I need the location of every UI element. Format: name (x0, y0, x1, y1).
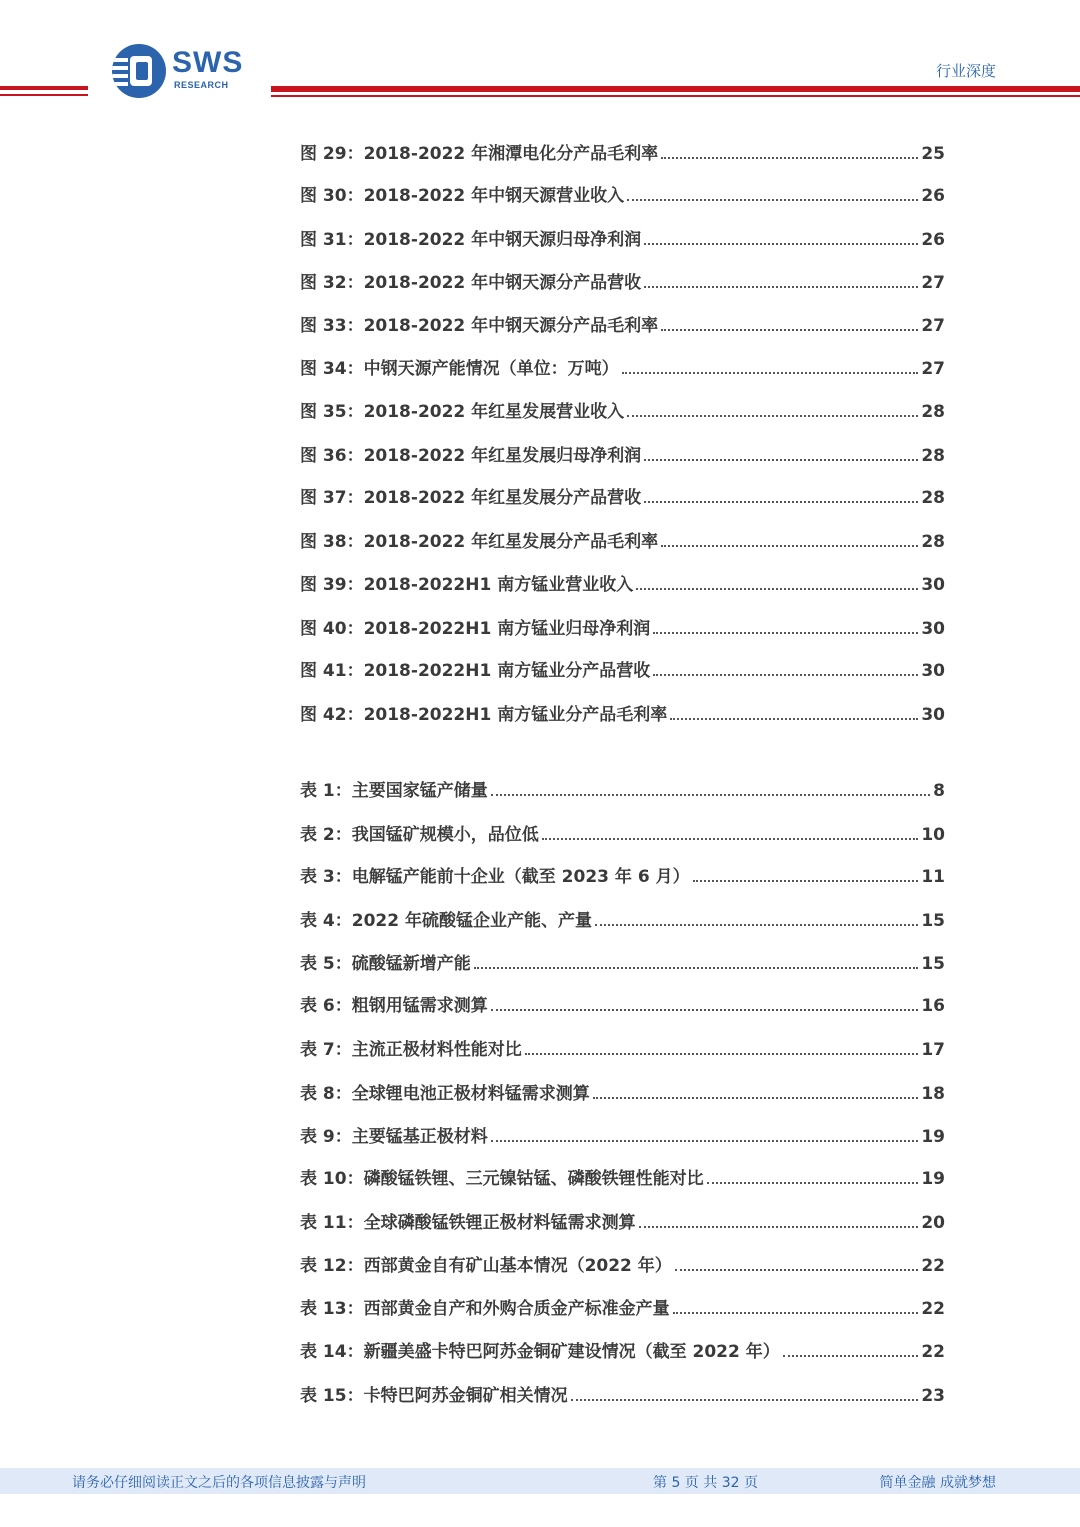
toc-entry[interactable] (300, 819, 945, 845)
toc-leader (474, 967, 919, 969)
sws-logo (112, 44, 262, 102)
toc-entry-page: 27 (921, 316, 945, 336)
toc-entry[interactable] (300, 180, 945, 206)
toc-entry-page: 28 (921, 488, 945, 508)
toc-entry-page: 15 (921, 954, 945, 974)
toc-leader (653, 632, 918, 634)
toc-leader (622, 372, 919, 374)
logo-subtext: RESEARCH (174, 80, 229, 90)
toc-entry-page: 18 (921, 1084, 945, 1104)
toc-entry-page: 30 (921, 575, 945, 595)
toc-entry[interactable] (300, 224, 945, 250)
toc-leader (525, 1053, 919, 1055)
toc-entry[interactable] (300, 1250, 945, 1276)
toc-entry-title: 图 29：2018-2022 年湘潭电化分产品毛利率 (300, 144, 659, 164)
toc-leader (542, 838, 919, 840)
footer-slogan: 简单金融 成就梦想 (879, 1475, 996, 1491)
toc-entry-title: 表 6：粗钢用锰需求测算 (300, 996, 488, 1016)
toc-leader (491, 1140, 919, 1142)
toc-entry-page: 26 (921, 230, 945, 250)
toc-entry-title: 表 13：西部黄金自产和外购合质金产标准金产量 (300, 1299, 670, 1319)
toc-leader (644, 286, 918, 288)
toc-entry-page: 28 (921, 532, 945, 552)
toc-entry-title: 表 11：全球磷酸锰铁锂正极材料锰需求测算 (300, 1213, 636, 1233)
toc-leader (636, 588, 918, 590)
toc-entry-page: 30 (921, 705, 945, 725)
toc-entry[interactable] (300, 526, 945, 552)
toc-entry[interactable] (300, 1380, 945, 1406)
toc-entry-page: 10 (921, 825, 945, 845)
toc-entry[interactable] (300, 699, 945, 725)
header-rule (0, 94, 88, 96)
toc-entry[interactable] (300, 1293, 945, 1319)
toc-entry-page: 19 (921, 1169, 945, 1189)
toc-leader (670, 718, 918, 720)
toc-entry-title: 表 15：卡特巴阿苏金铜矿相关情况 (300, 1386, 568, 1406)
toc-entry[interactable] (300, 353, 945, 379)
toc-entry-title: 图 33：2018-2022 年中钢天源分产品毛利率 (300, 316, 659, 336)
logo-emblem-icon (112, 44, 166, 98)
toc-entry-title: 图 31：2018-2022 年中钢天源归母净利润 (300, 230, 642, 250)
toc-leader (693, 880, 919, 882)
toc-entry-title: 图 36：2018-2022 年红星发展归母净利润 (300, 446, 642, 466)
toc-leader (627, 415, 918, 417)
toc-entry-page: 28 (921, 446, 945, 466)
toc-entry-title: 图 39：2018-2022H1 南方锰业营业收入 (300, 575, 634, 595)
toc-leader (707, 1182, 919, 1184)
toc-entry[interactable] (300, 310, 945, 336)
toc-entry[interactable] (300, 1163, 945, 1189)
toc-entry-title: 表 12：西部黄金自有矿山基本情况（2022 年） (300, 1256, 672, 1276)
toc-leader (653, 674, 918, 676)
logo-text: SWS (172, 46, 244, 79)
toc-leader (661, 545, 918, 547)
toc-entry-page: 8 (933, 781, 945, 801)
toc-entry-page: 22 (921, 1256, 945, 1276)
page-footer (0, 1468, 1080, 1494)
toc-entry-page: 22 (921, 1342, 945, 1362)
toc-entry-title: 图 37：2018-2022 年红星发展分产品营收 (300, 488, 642, 508)
toc-entry[interactable] (300, 1121, 945, 1147)
toc-entry-title: 图 32：2018-2022 年中钢天源分产品营收 (300, 273, 642, 293)
toc-entry[interactable] (300, 861, 945, 887)
toc-entry-page: 15 (921, 911, 945, 931)
toc-entry[interactable] (300, 1078, 945, 1104)
toc-leader (673, 1312, 919, 1314)
header-rule (271, 95, 1080, 97)
toc-entry-page: 11 (921, 867, 945, 887)
toc-entry-title: 表 9：主要锰基正极材料 (300, 1127, 488, 1147)
toc-leader (627, 199, 918, 201)
toc-leader (675, 1269, 919, 1271)
toc-leader (661, 157, 918, 159)
toc-leader (595, 924, 918, 926)
toc-entry-page: 20 (921, 1213, 945, 1233)
toc-leader (644, 243, 918, 245)
toc-entry-page: 28 (921, 402, 945, 422)
toc-entry-title: 表 4：2022 年硫酸锰企业产能、产量 (300, 911, 592, 931)
toc-entry-title: 表 7：主流正极材料性能对比 (300, 1040, 522, 1060)
toc-entry-page: 22 (921, 1299, 945, 1319)
toc-entry[interactable] (300, 267, 945, 293)
toc-entry[interactable] (300, 990, 945, 1016)
toc-entry-title: 图 34：中钢天源产能情况（单位：万吨） (300, 359, 619, 379)
toc-entry-title: 表 2：我国锰矿规模小，品位低 (300, 825, 539, 845)
toc-entry[interactable] (300, 1336, 945, 1362)
toc-entry-page: 16 (921, 996, 945, 1016)
toc-leader (571, 1399, 919, 1401)
toc-leader (644, 501, 918, 503)
toc-entry-title: 图 35：2018-2022 年红星发展营业收入 (300, 402, 625, 422)
toc-entry[interactable] (300, 1034, 945, 1060)
toc-entry[interactable] (300, 655, 945, 681)
toc-entry-title: 图 38：2018-2022 年红星发展分产品毛利率 (300, 532, 659, 552)
toc-entry[interactable] (300, 775, 945, 801)
toc-leader (491, 1009, 919, 1011)
toc-leader (644, 459, 918, 461)
toc-entry-title: 图 40：2018-2022H1 南方锰业归母净利润 (300, 619, 651, 639)
toc-entry-page: 30 (921, 619, 945, 639)
toc-entry-title: 图 30：2018-2022 年中钢天源营业收入 (300, 186, 625, 206)
footer-page-number: 第 5 页 共 32 页 (653, 1475, 758, 1491)
toc-entry-page: 27 (921, 359, 945, 379)
toc-entry-page: 26 (921, 186, 945, 206)
report-category: 行业深度 (935, 62, 996, 80)
toc-entry-title: 图 42：2018-2022H1 南方锰业分产品毛利率 (300, 705, 668, 725)
toc-entry[interactable] (300, 482, 945, 508)
header-rule (0, 86, 88, 90)
toc-entry-title: 表 8：全球锂电池正极材料锰需求测算 (300, 1084, 590, 1104)
toc-leader (593, 1097, 919, 1099)
toc-entry-page: 19 (921, 1127, 945, 1147)
toc-entry-title: 表 1：主要国家锰产储量 (300, 781, 488, 801)
toc-entry-title: 表 5：硫酸锰新增产能 (300, 954, 471, 974)
footer-disclaimer: 请务必仔细阅读正文之后的各项信息披露与声明 (72, 1475, 366, 1491)
toc-entry-page: 17 (921, 1040, 945, 1060)
toc-entry-title: 图 41：2018-2022H1 南方锰业分产品营收 (300, 661, 651, 681)
header-rule (271, 86, 1080, 92)
toc-leader (783, 1355, 919, 1357)
toc-entry-title: 表 10：磷酸锰铁锂、三元镍钴锰、磷酸铁锂性能对比 (300, 1169, 704, 1189)
toc-entry[interactable] (300, 138, 945, 164)
toc-entry-page: 23 (921, 1386, 945, 1406)
toc-entry[interactable] (300, 440, 945, 466)
toc-entry-title: 表 3：电解锰产能前十企业（截至 2023 年 6 月） (300, 867, 690, 887)
toc-entry[interactable] (300, 905, 945, 931)
toc-leader (491, 794, 930, 796)
toc-entry[interactable] (300, 396, 945, 422)
toc-entry[interactable] (300, 1207, 945, 1233)
toc-entry[interactable] (300, 569, 945, 595)
toc-entry[interactable] (300, 948, 945, 974)
toc-entry[interactable] (300, 613, 945, 639)
toc-leader (639, 1226, 919, 1228)
toc-entry-page: 25 (921, 144, 945, 164)
toc-entry-page: 30 (921, 661, 945, 681)
toc-leader (661, 329, 918, 331)
toc-entry-page: 27 (921, 273, 945, 293)
toc-entry-title: 表 14：新疆美盛卡特巴阿苏金铜矿建设情况（截至 2022 年） (300, 1342, 780, 1362)
